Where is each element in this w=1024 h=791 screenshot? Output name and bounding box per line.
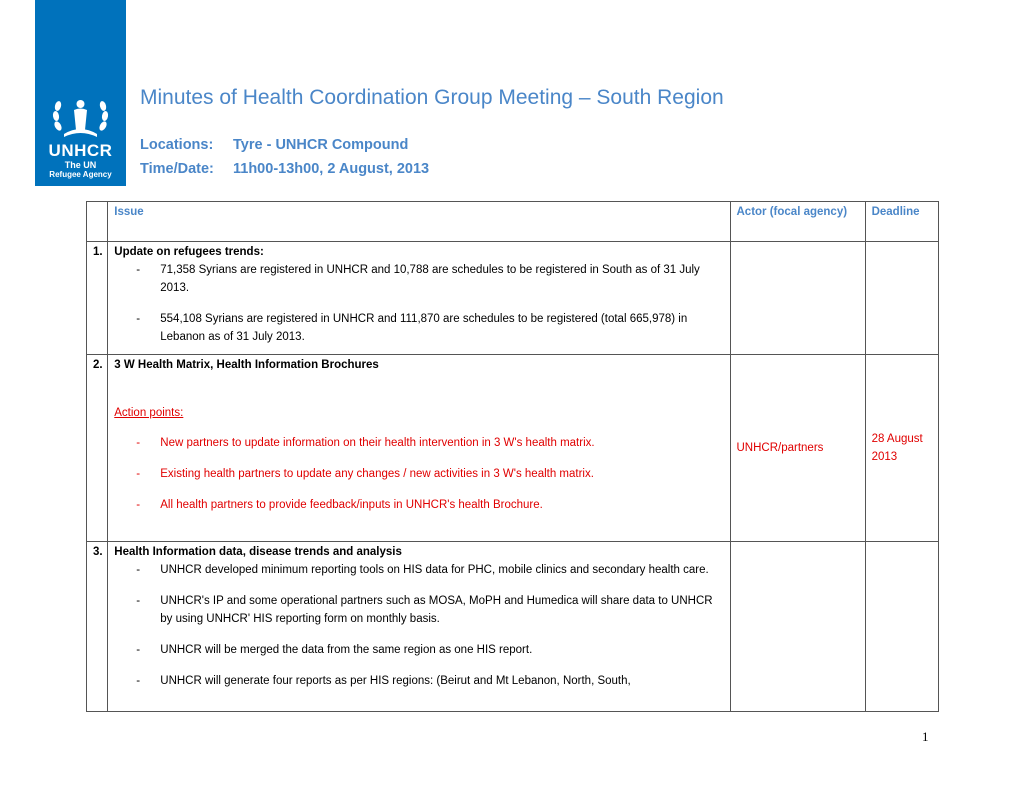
list-item: - All health partners to provide feedback/inputs in UNHCR's health Brochure.	[114, 496, 723, 514]
action-list	[114, 434, 723, 514]
table-row	[87, 355, 939, 542]
list-item: - UNHCR's IP and some operational partners such as MOSA, MoPH and Humedica will share data to UNHCR by using UNHCR' HIS reporting form on monthly basis.	[114, 592, 723, 628]
row-number: 1.	[87, 242, 108, 355]
table-header-row	[87, 202, 939, 242]
page-number: 1	[922, 729, 929, 744]
deadline-cell	[865, 242, 938, 355]
table-row	[87, 542, 939, 712]
time-label: Time/Date:	[140, 161, 214, 177]
list-item: - New partners to update information on their health intervention in 3 W's health matrix.	[114, 434, 723, 452]
laurel-people-icon	[50, 96, 111, 140]
list-item: - Existing health partners to update any changes / new activities in 3 W's health matrix.	[114, 465, 723, 483]
document-title: Minutes of Health Coordination Group Meeting – South Region	[140, 86, 724, 109]
time-value: 11h00-13h00, 2 August, 2013	[233, 161, 430, 177]
row-number: 2.	[87, 355, 108, 542]
location-line	[140, 137, 408, 153]
deadline-cell: 28 August 2013	[865, 355, 938, 542]
actor-cell: UNHCR/partners	[730, 355, 865, 542]
bullet-list	[114, 261, 723, 346]
actor-cell	[730, 542, 865, 712]
minutes-table	[86, 201, 939, 712]
list-item: - UNHCR will generate four reports as per HIS regions: (Beirut and Mt Lebanon, North, South,	[114, 672, 723, 690]
issue-heading: 3 W Health Matrix, Health Information Brochures	[114, 359, 379, 371]
header-issue: Issue	[108, 202, 730, 242]
logo-name: UNHCR	[48, 141, 113, 160]
location-value: Tyre - UNHCR Compound	[233, 137, 409, 153]
time-line	[140, 161, 429, 177]
unhcr-logo	[35, 0, 126, 186]
logo-subtitle-1: The UN	[64, 160, 97, 170]
issue-heading: Update on refugees trends:	[114, 246, 264, 258]
location-label: Locations:	[140, 137, 214, 153]
issue-heading: Health Information data, disease trends and analysis	[114, 546, 402, 558]
issue-cell	[108, 542, 730, 712]
actor-cell	[730, 242, 865, 355]
row-number: 3.	[87, 542, 108, 712]
deadline-cell	[865, 542, 938, 712]
issue-cell	[108, 355, 730, 542]
list-item: - UNHCR will be merged the data from the same region as one HIS report.	[114, 641, 723, 659]
action-points-label: Action points:	[114, 407, 184, 419]
list-item: - 554,108 Syrians are registered in UNHCR and 111,870 are schedules to be registered (total 665,978) in Lebanon as of 31 July 2013.	[114, 310, 723, 346]
issue-cell	[108, 242, 730, 355]
header-number	[87, 202, 108, 242]
list-item: - 71,358 Syrians are registered in UNHCR and 10,788 are schedules to be registered in South as of 31 July 2013.	[114, 261, 723, 297]
header-deadline: Deadline	[865, 202, 938, 242]
list-item: - UNHCR developed minimum reporting tools on HIS data for PHC, mobile clinics and secondary health care.	[114, 561, 723, 579]
logo-subtitle-2: Refugee Agency	[49, 170, 112, 179]
bullet-list	[114, 561, 723, 690]
table-row	[87, 242, 939, 355]
header-actor: Actor (focal agency)	[730, 202, 865, 242]
